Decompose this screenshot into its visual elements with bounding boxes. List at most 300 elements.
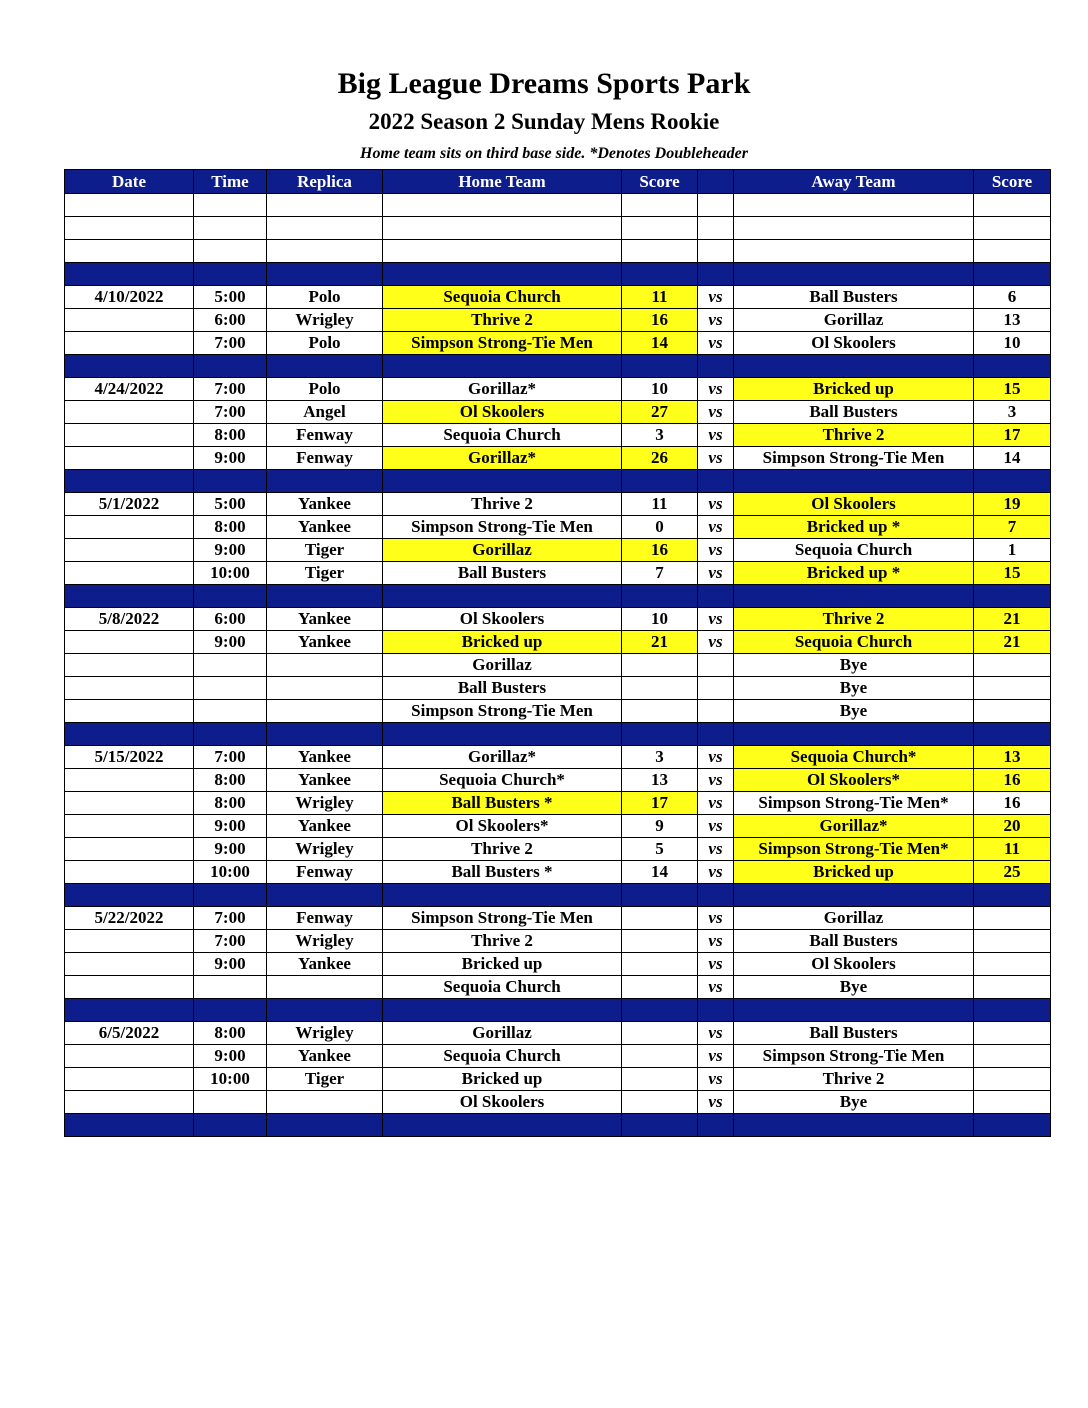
cell-date <box>65 539 194 562</box>
cell-away-team: Gorillaz* <box>734 815 974 838</box>
cell-away-team: Simpson Strong-Tie Men* <box>734 792 974 815</box>
week-separator-row <box>65 585 1051 608</box>
cell-time: 8:00 <box>194 1022 267 1045</box>
cell-home-score <box>622 1091 698 1114</box>
game-row <box>65 424 1051 447</box>
cell-home-team: Ol Skoolers <box>383 1091 622 1114</box>
cell-time: 7:00 <box>194 746 267 769</box>
cell-date: 4/10/2022 <box>65 286 194 309</box>
game-row <box>65 792 1051 815</box>
cell-vs: vs <box>698 1068 734 1091</box>
cell-vs: vs <box>698 608 734 631</box>
game-row <box>65 608 1051 631</box>
cell-time: 9:00 <box>194 1045 267 1068</box>
cell-away-score <box>974 677 1051 700</box>
blank-cell <box>698 240 734 263</box>
cell-away-score: 16 <box>974 792 1051 815</box>
cell-home-team: Bricked up <box>383 1068 622 1091</box>
cell-away-score: 11 <box>974 838 1051 861</box>
cell-away-score <box>974 930 1051 953</box>
separator-cell <box>65 263 194 286</box>
cell-time: 9:00 <box>194 953 267 976</box>
cell-time: 6:00 <box>194 608 267 631</box>
separator-cell <box>383 355 622 378</box>
cell-date: 4/24/2022 <box>65 378 194 401</box>
separator-cell <box>383 723 622 746</box>
cell-home-score: 11 <box>622 493 698 516</box>
cell-away-team: Ol Skoolers* <box>734 769 974 792</box>
blank-row <box>65 217 1051 240</box>
col-header-home-score: Score <box>622 170 698 194</box>
cell-time: 10:00 <box>194 1068 267 1091</box>
game-row <box>65 631 1051 654</box>
separator-cell <box>698 585 734 608</box>
cell-replica: Wrigley <box>267 930 383 953</box>
cell-vs <box>698 654 734 677</box>
game-row <box>65 332 1051 355</box>
separator-cell <box>622 884 698 907</box>
week-separator-row <box>65 470 1051 493</box>
cell-away-score: 19 <box>974 493 1051 516</box>
cell-time: 7:00 <box>194 378 267 401</box>
separator-cell <box>622 470 698 493</box>
cell-away-team: Ball Busters <box>734 930 974 953</box>
cell-home-score: 9 <box>622 815 698 838</box>
cell-home-team: Sequoia Church <box>383 286 622 309</box>
separator-cell <box>267 1114 383 1137</box>
cell-away-score <box>974 1022 1051 1045</box>
cell-date <box>65 1045 194 1068</box>
separator-cell <box>65 999 194 1022</box>
cell-away-team: Bye <box>734 976 974 999</box>
col-header-replica: Replica <box>267 170 383 194</box>
cell-replica: Tiger <box>267 539 383 562</box>
cell-time: 8:00 <box>194 516 267 539</box>
cell-replica: Fenway <box>267 424 383 447</box>
separator-cell <box>974 1114 1051 1137</box>
cell-replica: Yankee <box>267 815 383 838</box>
blank-cell <box>383 217 622 240</box>
cell-away-team: Bricked up * <box>734 516 974 539</box>
game-row <box>65 1045 1051 1068</box>
cell-home-score <box>622 1068 698 1091</box>
cell-home-team: Simpson Strong-Tie Men <box>383 700 622 723</box>
cell-away-team: Bye <box>734 654 974 677</box>
cell-away-team: Thrive 2 <box>734 424 974 447</box>
separator-cell <box>622 263 698 286</box>
cell-replica <box>267 976 383 999</box>
cell-home-score: 16 <box>622 309 698 332</box>
cell-vs: vs <box>698 953 734 976</box>
blank-row <box>65 194 1051 217</box>
separator-cell <box>734 999 974 1022</box>
cell-home-team: Sequoia Church <box>383 1045 622 1068</box>
blank-cell <box>622 194 698 217</box>
cell-vs: vs <box>698 1022 734 1045</box>
cell-vs: vs <box>698 769 734 792</box>
cell-away-score: 20 <box>974 815 1051 838</box>
separator-cell <box>194 263 267 286</box>
blank-cell <box>622 240 698 263</box>
cell-away-score: 1 <box>974 539 1051 562</box>
separator-cell <box>194 355 267 378</box>
cell-home-score: 7 <box>622 562 698 585</box>
cell-home-score: 17 <box>622 792 698 815</box>
week-separator-row <box>65 263 1051 286</box>
cell-away-team: Ball Busters <box>734 401 974 424</box>
cell-away-score: 7 <box>974 516 1051 539</box>
cell-date <box>65 516 194 539</box>
cell-home-score <box>622 654 698 677</box>
game-row <box>65 1022 1051 1045</box>
cell-replica: Polo <box>267 332 383 355</box>
cell-away-score <box>974 1068 1051 1091</box>
separator-cell <box>698 999 734 1022</box>
page-subtitle: 2022 Season 2 Sunday Mens Rookie <box>368 109 720 134</box>
cell-time: 7:00 <box>194 930 267 953</box>
cell-home-team: Ball Busters * <box>383 861 622 884</box>
cell-home-team: Thrive 2 <box>383 930 622 953</box>
cell-replica: Yankee <box>267 631 383 654</box>
blank-cell <box>974 194 1051 217</box>
blank-cell <box>65 194 194 217</box>
cell-time: 10:00 <box>194 562 267 585</box>
blank-cell <box>65 217 194 240</box>
cell-home-score <box>622 1045 698 1068</box>
cell-away-score <box>974 654 1051 677</box>
cell-home-score <box>622 976 698 999</box>
cell-home-score: 14 <box>622 332 698 355</box>
cell-date <box>65 654 194 677</box>
cell-date <box>65 1068 194 1091</box>
cell-time: 5:00 <box>194 493 267 516</box>
game-row <box>65 493 1051 516</box>
schedule-table <box>64 169 1051 1137</box>
game-row <box>65 447 1051 470</box>
separator-cell <box>622 585 698 608</box>
cell-home-team: Sequoia Church <box>383 424 622 447</box>
cell-date <box>65 838 194 861</box>
game-row <box>65 976 1051 999</box>
game-row <box>65 746 1051 769</box>
separator-cell <box>698 1114 734 1137</box>
cell-vs: vs <box>698 539 734 562</box>
cell-replica <box>267 1091 383 1114</box>
blank-cell <box>734 194 974 217</box>
cell-away-team: Gorillaz <box>734 907 974 930</box>
cell-time: 9:00 <box>194 631 267 654</box>
cell-replica: Yankee <box>267 493 383 516</box>
cell-replica <box>267 677 383 700</box>
cell-time: 9:00 <box>194 815 267 838</box>
cell-replica: Fenway <box>267 861 383 884</box>
cell-home-score <box>622 677 698 700</box>
col-header-home-team: Home Team <box>383 170 622 194</box>
cell-home-score <box>622 1022 698 1045</box>
cell-replica: Yankee <box>267 746 383 769</box>
game-row <box>65 677 1051 700</box>
separator-cell <box>65 585 194 608</box>
cell-replica: Tiger <box>267 1068 383 1091</box>
separator-cell <box>622 723 698 746</box>
blank-cell <box>974 217 1051 240</box>
separator-cell <box>734 884 974 907</box>
cell-home-team: Ball Busters * <box>383 792 622 815</box>
cell-home-team: Sequoia Church* <box>383 769 622 792</box>
week-separator-row <box>65 1114 1051 1137</box>
cell-time: 7:00 <box>194 332 267 355</box>
cell-vs: vs <box>698 332 734 355</box>
separator-cell <box>194 723 267 746</box>
cell-time: 5:00 <box>194 286 267 309</box>
cell-home-team: Bricked up <box>383 953 622 976</box>
cell-time: 6:00 <box>194 309 267 332</box>
cell-home-score: 5 <box>622 838 698 861</box>
cell-home-team: Gorillaz* <box>383 746 622 769</box>
cell-vs: vs <box>698 861 734 884</box>
game-row <box>65 1091 1051 1114</box>
week-separator-row <box>65 723 1051 746</box>
schedule-note: Home team sits on third base side. *Denotes Doubleheader <box>360 145 748 162</box>
blank-cell <box>974 240 1051 263</box>
game-row <box>65 815 1051 838</box>
separator-cell <box>734 1114 974 1137</box>
separator-cell <box>383 470 622 493</box>
blank-cell <box>734 240 974 263</box>
cell-date: 6/5/2022 <box>65 1022 194 1045</box>
separator-cell <box>65 355 194 378</box>
cell-time: 7:00 <box>194 907 267 930</box>
cell-away-score: 13 <box>974 746 1051 769</box>
cell-home-score: 0 <box>622 516 698 539</box>
game-row <box>65 907 1051 930</box>
cell-away-score: 3 <box>974 401 1051 424</box>
cell-away-score: 17 <box>974 424 1051 447</box>
blank-cell <box>734 217 974 240</box>
cell-away-team: Bricked up * <box>734 562 974 585</box>
cell-away-score: 16 <box>974 769 1051 792</box>
separator-cell <box>194 470 267 493</box>
separator-cell <box>698 263 734 286</box>
cell-home-team: Simpson Strong-Tie Men <box>383 516 622 539</box>
separator-cell <box>194 585 267 608</box>
cell-away-team: Ol Skoolers <box>734 953 974 976</box>
separator-cell <box>698 723 734 746</box>
cell-away-score: 14 <box>974 447 1051 470</box>
cell-away-team: Sequoia Church* <box>734 746 974 769</box>
col-header-away-score: Score <box>974 170 1051 194</box>
separator-cell <box>65 723 194 746</box>
separator-cell <box>383 884 622 907</box>
separator-cell <box>267 999 383 1022</box>
cell-vs: vs <box>698 815 734 838</box>
blank-cell <box>698 194 734 217</box>
cell-replica: Wrigley <box>267 1022 383 1045</box>
separator-cell <box>622 355 698 378</box>
week-separator-row <box>65 999 1051 1022</box>
cell-away-team: Bricked up <box>734 861 974 884</box>
cell-time: 8:00 <box>194 424 267 447</box>
separator-cell <box>698 470 734 493</box>
cell-vs: vs <box>698 907 734 930</box>
cell-vs: vs <box>698 792 734 815</box>
cell-time <box>194 677 267 700</box>
cell-home-team: Ball Busters <box>383 562 622 585</box>
cell-time <box>194 700 267 723</box>
cell-vs: vs <box>698 930 734 953</box>
cell-time: 8:00 <box>194 792 267 815</box>
cell-date <box>65 976 194 999</box>
cell-home-score: 27 <box>622 401 698 424</box>
cell-date <box>65 401 194 424</box>
cell-away-team: Simpson Strong-Tie Men <box>734 447 974 470</box>
cell-away-score <box>974 907 1051 930</box>
cell-away-score: 15 <box>974 562 1051 585</box>
cell-home-team: Ol Skoolers* <box>383 815 622 838</box>
cell-replica: Angel <box>267 401 383 424</box>
cell-away-team: Bye <box>734 677 974 700</box>
cell-away-score: 25 <box>974 861 1051 884</box>
blank-cell <box>267 240 383 263</box>
cell-replica: Yankee <box>267 769 383 792</box>
cell-replica: Yankee <box>267 608 383 631</box>
cell-home-team: Sequoia Church <box>383 976 622 999</box>
cell-replica: Wrigley <box>267 792 383 815</box>
separator-cell <box>65 470 194 493</box>
cell-away-team: Ol Skoolers <box>734 493 974 516</box>
separator-cell <box>383 999 622 1022</box>
separator-cell <box>734 355 974 378</box>
separator-cell <box>267 470 383 493</box>
cell-home-team: Simpson Strong-Tie Men <box>383 332 622 355</box>
separator-cell <box>974 585 1051 608</box>
cell-date <box>65 953 194 976</box>
cell-away-score: 15 <box>974 378 1051 401</box>
separator-cell <box>267 884 383 907</box>
cell-away-team: Bye <box>734 1091 974 1114</box>
cell-vs <box>698 677 734 700</box>
blank-cell <box>194 217 267 240</box>
cell-home-team: Ol Skoolers <box>383 608 622 631</box>
cell-home-team: Gorillaz <box>383 1022 622 1045</box>
cell-home-team: Thrive 2 <box>383 838 622 861</box>
cell-away-team: Simpson Strong-Tie Men <box>734 1045 974 1068</box>
cell-away-score <box>974 700 1051 723</box>
blank-cell <box>383 194 622 217</box>
cell-date: 5/1/2022 <box>65 493 194 516</box>
separator-cell <box>974 263 1051 286</box>
cell-replica: Yankee <box>267 516 383 539</box>
cell-vs: vs <box>698 631 734 654</box>
cell-replica: Yankee <box>267 953 383 976</box>
separator-cell <box>974 355 1051 378</box>
cell-away-score <box>974 976 1051 999</box>
blank-cell <box>622 217 698 240</box>
cell-date: 5/22/2022 <box>65 907 194 930</box>
cell-replica: Polo <box>267 378 383 401</box>
cell-home-team: Gorillaz* <box>383 378 622 401</box>
cell-home-score: 13 <box>622 769 698 792</box>
game-row <box>65 539 1051 562</box>
cell-replica: Yankee <box>267 1045 383 1068</box>
cell-home-score: 11 <box>622 286 698 309</box>
separator-cell <box>734 263 974 286</box>
col-header-date: Date <box>65 170 194 194</box>
week-separator-row <box>65 884 1051 907</box>
cell-date <box>65 792 194 815</box>
cell-time: 9:00 <box>194 447 267 470</box>
cell-vs: vs <box>698 562 734 585</box>
cell-vs: vs <box>698 309 734 332</box>
table-header-row <box>65 170 1051 194</box>
game-row <box>65 838 1051 861</box>
cell-away-team: Bye <box>734 700 974 723</box>
cell-home-team: Ol Skoolers <box>383 401 622 424</box>
separator-cell <box>267 355 383 378</box>
cell-vs: vs <box>698 424 734 447</box>
blank-cell <box>267 217 383 240</box>
cell-home-score: 21 <box>622 631 698 654</box>
blank-cell <box>698 217 734 240</box>
cell-home-score: 3 <box>622 424 698 447</box>
cell-replica: Polo <box>267 286 383 309</box>
cell-away-team: Ol Skoolers <box>734 332 974 355</box>
cell-date <box>65 309 194 332</box>
cell-home-score: 26 <box>622 447 698 470</box>
game-row <box>65 861 1051 884</box>
cell-vs: vs <box>698 516 734 539</box>
cell-home-score <box>622 700 698 723</box>
cell-home-score: 14 <box>622 861 698 884</box>
game-row <box>65 378 1051 401</box>
cell-away-score <box>974 1045 1051 1068</box>
game-row <box>65 309 1051 332</box>
cell-replica: Fenway <box>267 447 383 470</box>
separator-cell <box>194 1114 267 1137</box>
cell-date <box>65 562 194 585</box>
game-row <box>65 654 1051 677</box>
separator-cell <box>267 263 383 286</box>
cell-away-team: Ball Busters <box>734 1022 974 1045</box>
cell-vs: vs <box>698 493 734 516</box>
cell-replica: Fenway <box>267 907 383 930</box>
cell-away-team: Thrive 2 <box>734 608 974 631</box>
cell-vs <box>698 700 734 723</box>
cell-date <box>65 930 194 953</box>
cell-replica: Wrigley <box>267 838 383 861</box>
separator-cell <box>383 1114 622 1137</box>
cell-home-team: Bricked up <box>383 631 622 654</box>
cell-home-team: Thrive 2 <box>383 493 622 516</box>
cell-replica: Tiger <box>267 562 383 585</box>
separator-cell <box>383 585 622 608</box>
cell-away-score: 13 <box>974 309 1051 332</box>
game-row <box>65 1068 1051 1091</box>
cell-away-team: Bricked up <box>734 378 974 401</box>
cell-away-team: Simpson Strong-Tie Men* <box>734 838 974 861</box>
cell-date <box>65 769 194 792</box>
separator-cell <box>267 585 383 608</box>
cell-replica: Wrigley <box>267 309 383 332</box>
cell-date <box>65 1091 194 1114</box>
cell-away-score: 21 <box>974 608 1051 631</box>
cell-vs: vs <box>698 447 734 470</box>
separator-cell <box>267 723 383 746</box>
cell-replica <box>267 654 383 677</box>
cell-home-score: 10 <box>622 608 698 631</box>
separator-cell <box>65 884 194 907</box>
cell-vs: vs <box>698 746 734 769</box>
